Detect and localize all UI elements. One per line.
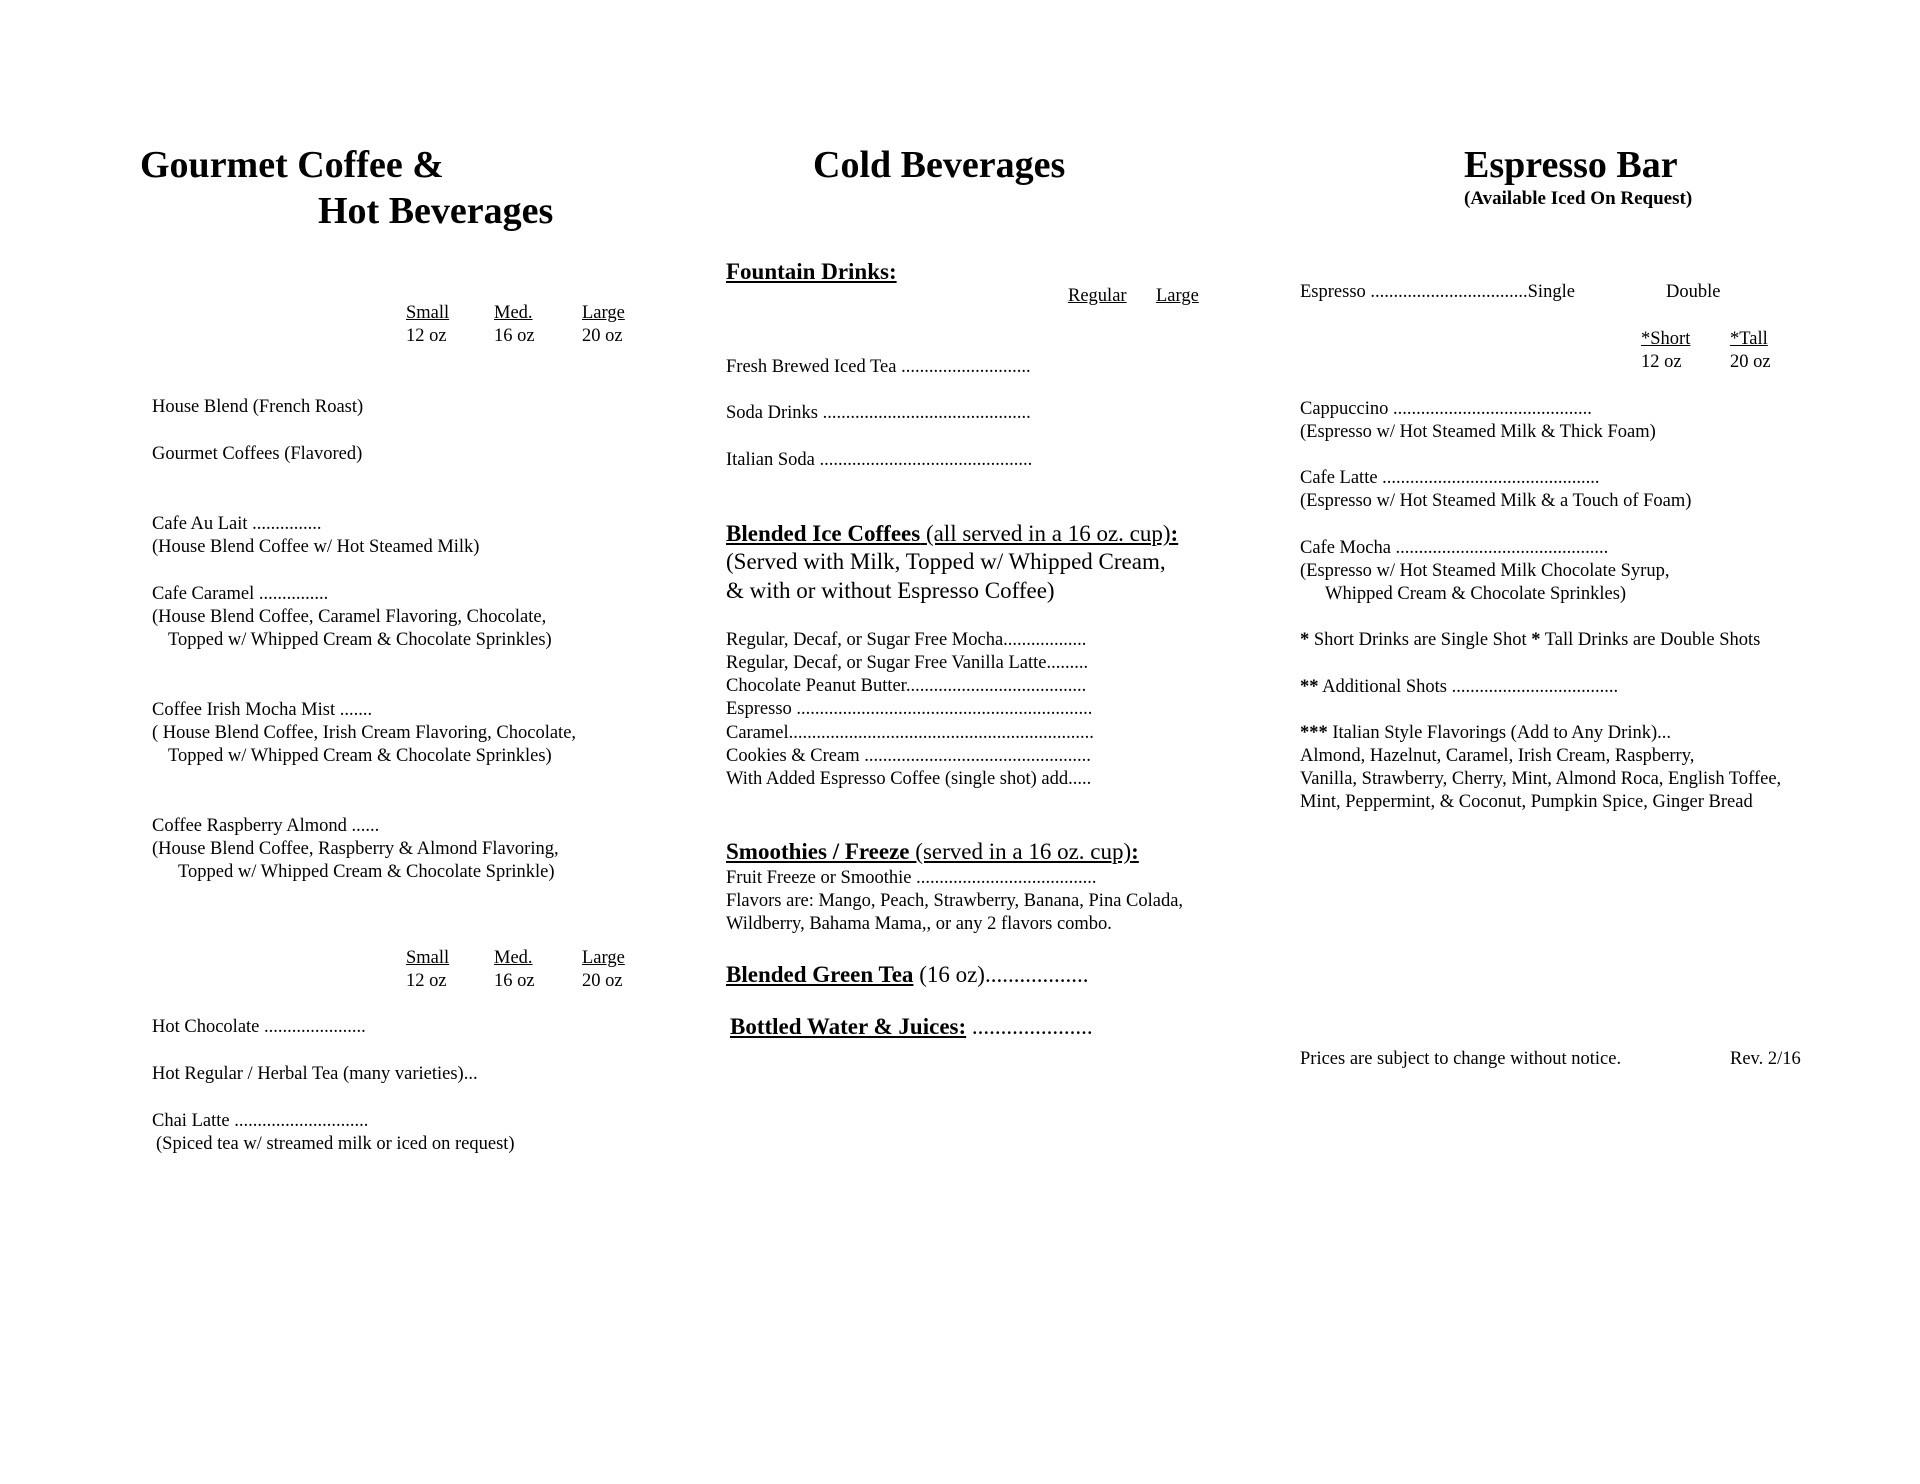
size-med-oz: 16 oz [494, 971, 535, 991]
smoothies-heading-paren: (served in a 16 oz. cup) [909, 839, 1132, 864]
size-med-oz: 16 oz [494, 326, 535, 346]
shot-note [1300, 629, 1760, 652]
menu-item-description: (Espresso w/ Hot Steamed Milk Chocolate Syrup, [1300, 561, 1670, 581]
middle-title: Cold Beverages [813, 144, 1066, 186]
fountain-drinks-heading: Fountain Drinks: [726, 259, 897, 284]
menu-item-espresso: Espresso ..................................Single [1300, 282, 1575, 302]
menu-item-description: (Spiced tea w/ streamed milk or iced on request) [156, 1134, 515, 1154]
menu-item-cafe-latte: Cafe Latte ............................................... [1300, 468, 1600, 488]
blended-item: Cookies & Cream ................................................. [726, 746, 1091, 766]
note-star: * [1531, 630, 1541, 650]
bottled-water-heading-rest: ..................... [966, 1014, 1093, 1039]
menu-item-iced-tea: Fresh Brewed Iced Tea ............................ [726, 357, 1031, 377]
flavorings-list: Vanilla, Strawberry, Cherry, Mint, Almond Roca, English Toffee, [1300, 769, 1782, 789]
price-disclaimer: Prices are subject to change without notice. [1300, 1049, 1622, 1069]
menu-item-hot-tea: Hot Regular / Herbal Tea (many varieties)... [152, 1064, 478, 1084]
menu-item-description: Topped w/ Whipped Cream & Chocolate Sprinkles) [168, 630, 552, 650]
smoothies-heading-text: Smoothies / Freeze [726, 839, 910, 864]
smoothie-flavors: Wildberry, Bahama Mama,, or any 2 flavors combo. [726, 914, 1112, 934]
blended-green-tea-heading [726, 960, 1088, 989]
size-large-label: Large [582, 948, 625, 968]
note-text: Short Drinks are Single Shot [1309, 630, 1532, 650]
size-tall-oz: 20 oz [1730, 352, 1771, 372]
size-small-label: Small [406, 303, 450, 323]
note-text: Italian Style Flavorings (Add to Any Drink)... [1327, 723, 1671, 743]
smoothies-heading-colon: : [1131, 839, 1139, 864]
blended-item: Regular, Decaf, or Sugar Free Vanilla Latte......... [726, 653, 1089, 673]
size-large-label: Large [582, 303, 625, 323]
green-tea-heading-text: Blended Green Tea [726, 962, 914, 987]
menu-item-hot-chocolate: Hot Chocolate ...................... [152, 1017, 366, 1037]
green-tea-heading-rest: (16 oz).................. [913, 962, 1089, 987]
blended-item: Chocolate Peanut Butter....................................... [726, 676, 1087, 696]
menu-item-description: (Espresso w/ Hot Steamed Milk & Thick Foam) [1300, 422, 1656, 442]
note-text: Additional Shots .................................... [1318, 677, 1619, 697]
blended-ice-coffees-heading [726, 519, 1178, 548]
note-star: * [1300, 630, 1310, 650]
menu-item-cafe-caramel: Cafe Caramel ............... [152, 584, 329, 604]
size-large-oz: 20 oz [582, 971, 623, 991]
menu-item-description: ( House Blend Coffee, Irish Cream Flavoring, Chocolate, [152, 723, 577, 743]
menu-item-description: Topped w/ Whipped Cream & Chocolate Sprinkle) [178, 862, 555, 882]
menu-item-description: Topped w/ Whipped Cream & Chocolate Sprinkles) [168, 746, 552, 766]
bottled-water-heading [730, 1012, 1093, 1041]
blended-description: & with or without Espresso Coffee) [726, 578, 1055, 603]
left-title-line2: Hot Beverages [318, 190, 554, 232]
note-stars: ** [1300, 677, 1319, 697]
smoothies-heading [726, 837, 1139, 866]
blended-heading-colon: : [1170, 521, 1179, 546]
menu-item-soda: Soda Drinks ............................................. [726, 403, 1031, 423]
revision-label: Rev. 2/16 [1730, 1049, 1801, 1069]
blended-description: (Served with Milk, Topped w/ Whipped Cream, [726, 549, 1166, 574]
blended-item: With Added Espresso Coffee (single shot) add..... [726, 769, 1092, 789]
menu-item-description: (House Blend Coffee, Caramel Flavoring, Chocolate, [152, 607, 547, 627]
additional-shots-note [1300, 676, 1618, 699]
menu-item-house-blend: House Blend (French Roast) [152, 397, 364, 417]
size-small-oz: 12 oz [406, 971, 447, 991]
menu-item-raspberry-almond: Coffee Raspberry Almond ...... [152, 816, 380, 836]
menu-item-cafe-au-lait: Cafe Au Lait ............... [152, 514, 322, 534]
blended-item: Espresso ................................................................ [726, 699, 1093, 719]
menu-item-cafe-mocha: Cafe Mocha .............................................. [1300, 538, 1609, 558]
size-large-oz: 20 oz [582, 326, 623, 346]
flavorings-list: Mint, Peppermint, & Coconut, Pumpkin Spice, Ginger Bread [1300, 792, 1753, 812]
blended-item: Caramel.................................................................. [726, 723, 1094, 743]
blended-item: Regular, Decaf, or Sugar Free Mocha.................. [726, 630, 1087, 650]
note-text: Tall Drinks are Double Shots [1540, 630, 1761, 650]
size-med-label: Med. [494, 303, 533, 323]
espresso-double-label: Double [1666, 282, 1721, 302]
blended-heading-text: Blended Ice Coffees [726, 521, 921, 546]
size-small-label: Small [406, 948, 450, 968]
flavorings-note [1300, 722, 1671, 745]
note-stars: *** [1300, 723, 1328, 743]
menu-item-description: Whipped Cream & Chocolate Sprinkles) [1325, 584, 1627, 604]
smoothie-flavors: Flavors are: Mango, Peach, Strawberry, Banana, Pina Colada, [726, 891, 1184, 911]
menu-item-gourmet-coffees: Gourmet Coffees (Flavored) [152, 444, 363, 464]
left-title-line1: Gourmet Coffee & [140, 144, 444, 186]
size-short-oz: 12 oz [1641, 352, 1682, 372]
size-short-label: *Short [1641, 329, 1691, 349]
right-subtitle: (Available Iced On Request) [1464, 188, 1693, 209]
column-large-label: Large [1156, 286, 1199, 306]
flavorings-list: Almond, Hazelnut, Caramel, Irish Cream, Raspberry, [1300, 746, 1695, 766]
size-small-oz: 12 oz [406, 326, 447, 346]
menu-item-description: (House Blend Coffee, Raspberry & Almond Flavoring, [152, 839, 559, 859]
menu-item-description: (House Blend Coffee w/ Hot Steamed Milk) [152, 537, 480, 557]
blended-heading-paren: (all served in a 16 oz. cup) [920, 521, 1171, 546]
right-title: Espresso Bar [1464, 144, 1678, 186]
size-med-label: Med. [494, 948, 533, 968]
menu-item-fruit-freeze: Fruit Freeze or Smoothie ....................................... [726, 868, 1097, 888]
menu-item-irish-mocha-mist: Coffee Irish Mocha Mist ....... [152, 700, 373, 720]
menu-item-chai-latte: Chai Latte ............................. [152, 1111, 369, 1131]
size-tall-label: *Tall [1730, 329, 1768, 349]
bottled-water-heading-text: Bottled Water & Juices: [730, 1014, 967, 1039]
menu-item-description: (Espresso w/ Hot Steamed Milk & a Touch of Foam) [1300, 491, 1692, 511]
menu-item-cappuccino: Cappuccino ........................................... [1300, 399, 1592, 419]
column-regular-label: Regular [1068, 286, 1127, 306]
menu-item-italian-soda: Italian Soda .............................................. [726, 450, 1033, 470]
